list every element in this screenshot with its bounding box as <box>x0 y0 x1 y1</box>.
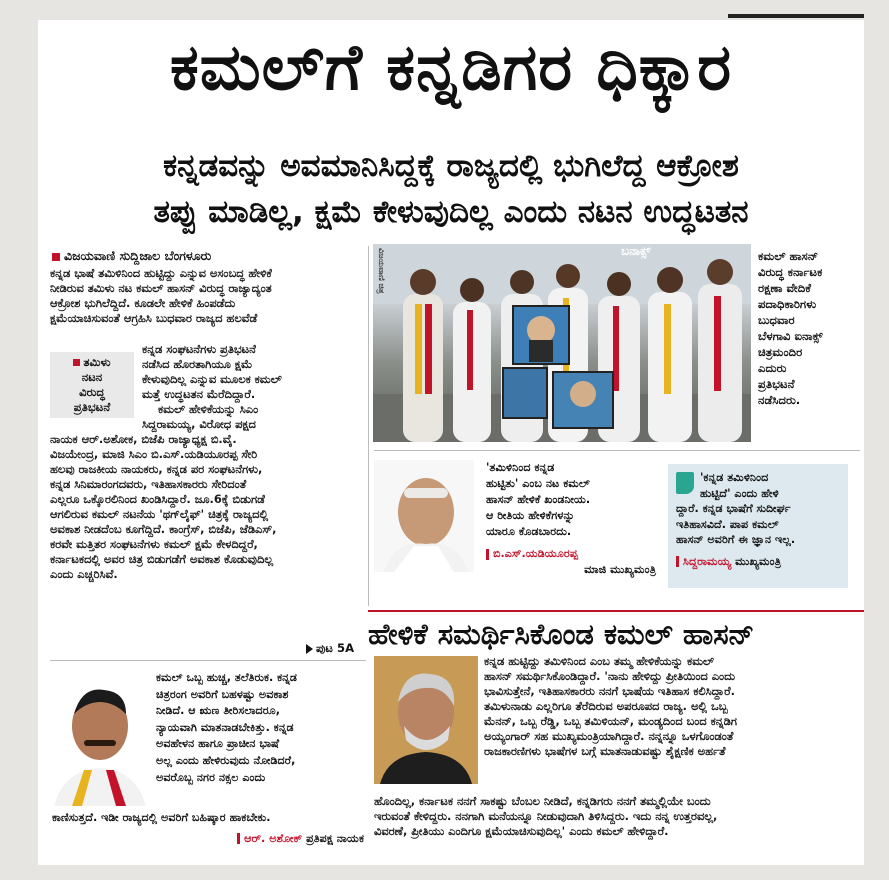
story-line: ನಾಯಕ ಆರ್.ಅಶೋಕ, ಬಿಜೆಪಿ ರಾಜ್ಯಾಧ್ಯಕ್ಷ ಬಿ.ವೈ. <box>50 432 237 446</box>
photo-caption: ಕಮಲ್ ಹಾಸನ್ ವಿರುದ್ಧ ಕರ್ನಾಟಕ ರಕ್ಷಣಾ ವೇದಿಕೆ ಪದಾಧಿಕಾರಿಗಳು ಬುಧವಾರ ಬೆಳಗಾವಿ ಐನಾಕ್ಸ್ ಚಿತ್ರಮಂದಿರ ಎದುರು ಪ್ರತಿಭಟನೆ ನಡೆಸಿದರು. <box>758 249 823 407</box>
quote-mark-icon <box>676 472 694 494</box>
story-line: ಎಲ್ಲರೂ ಒಕ್ಕೊರಲಿನಿಂದ ಖಂಡಿಸಿದ್ದಾರೆ. ಜೂ.6ಕ್ಕೆ ಬಿಡುಗಡೆ <box>50 492 265 506</box>
newspaper-page <box>38 20 864 865</box>
subheadline-2: ತಪ್ಪು ಮಾಡಿಲ್ಲ, ಕ್ಷಮೆ ಕೇಳುವುದಿಲ್ಲ ಎಂದು ನಟನ ಉದ್ಧಟತನ <box>153 194 749 230</box>
ashok-quote: ಕಮಲ್ ಒಬ್ಬ ಹುಚ್ಚ, ತಲೆತಿರುಕ. ಕನ್ನಡ ಚಿತ್ರರಂಗ ಅವರಿಗೆ ಬಹಳಷ್ಟು ಅವಕಾಶ ನೀಡಿದೆ. ಆ ಋಣ ತೀರಿಸಲಾದರೂ, ನ್ಯಾಯವಾಗಿ ಮಾತನಾಡಬೇಕಿತ್ತು. ಕನ್ನಡ ಅವಹೇಳನ ಹಾಗೂ ಪ್ರಾಚೀನ ಭಾಷೆ ಅಲ್ಲ ಎಂದು ಹೇಳಿರುವುದು ನೋಡಿದರೆ, ಅವರೊಬ್ಬ ನಗರ ನಕ್ಸಲ ಎಂದು <box>156 671 298 784</box>
kamal-portrait-icon <box>374 656 478 784</box>
byline <box>52 248 211 264</box>
tag-line: ನಟನ <box>81 370 103 384</box>
tag-marker-icon <box>73 359 80 366</box>
story-line: ಕನ್ನಡ ಸಂಘಟನೆಗಳು ಪ್ರತಿಭಟನೆ <box>142 342 256 356</box>
kamal-story-top: ಕನ್ನಡ ಹುಟ್ಟಿದ್ದು ತಮಿಳಿನಿಂದ ಎಂಬ ತಮ್ಮ ಹೇಳಿಕೆಯನ್ನು ಕಮಲ್ ಹಾಸನ್ ಸಮರ್ಥಿಸಿಕೊಂಡಿದ್ದಾರೆ. 'ನಾನು ಹೇಳಿದ್ದು ಪ್ರೀತಿಯಿಂದ ಎಂದು ಭಾವಿಸುತ್ತೇನೆ, ಇತಿಹಾಸಕಾರರು ನನಗೆ ಭಾಷೆಯ ಇತಿಹಾಸ ಕಲಿಸಿದ್ದಾರೆ. ತಮಿಳುನಾಡು ಎಲ್ಲರಿಗೂ ತೆರೆದಿರುವ ಅಪರೂಪದ ರಾಜ್ಯ. ಅಲ್ಲಿ ಒಬ್ಬ ಮೆನನ್, ಒಬ್ಬ ರೆಡ್ಡಿ, ಒಬ್ಬ ತಮಿಳಿಯನ್, ಮಂಡ್ಯದಿಂದ ಬಂದ ಕನ್ನಡಿಗ ಅಯ್ಯಂಗಾರ್ ಸಹ ಮುಖ್ಯಮಂತ್ರಿಯಾಗಿದ್ದಾರೆ. ನನ್ನನ್ನೂ ಒಳಗೊಂಡಂತೆ ರಾಜಕಾರಣಿಗಳು ಭಾಷೆಗಳ ಬಗ್ಗೆ ಮಾತನಾಡುವಷ್ಟು ಶೈಕ್ಷಣಿಕ ಅರ್ಹತೆ <box>484 654 737 758</box>
story-line: ಆಗಲಿರುವ ಕಮಲ್ ನಟನೆಯ 'ಥಗ್‌ಲೈಫ್' ಚಿತ್ರಕ್ಕೆ ರಾಜ್ಯದಲ್ಲಿ <box>50 507 269 521</box>
story-lead <box>50 266 366 326</box>
tag-line: ಪ್ರತಿಭಟನೆ <box>73 400 111 414</box>
headline: ಕಮಲ್‌ಗೆ ಕನ್ನಡಿಗರ ಧಿಕ್ಕಾರ <box>169 31 733 105</box>
ashok-portrait-icon <box>48 670 150 806</box>
tag-box <box>50 352 134 418</box>
story-line: ಆಕ್ರೋಶ ಭುಗಿಲೆದ್ದಿದೆ. ಕೂಡಲೇ ಹೇಳಿಕೆ ಹಿಂಪಡೆದು <box>50 296 236 310</box>
row-divider <box>374 450 860 451</box>
yediyurappa-quote: 'ತಮಿಳಿನಿಂದ ಕನ್ನಡ ಹುಟ್ಟಿತು' ಎಂಬ ನಟ ಕಮಲ್ ಹಾಸನ್ ಹೇಳಿಕೆ ಖಂಡನೀಯ. ಆ ರೀತಿಯ ಹೇಳಿಕೆಗಳನ್ನು ಯಾರೂ ಕೊಡಬಾರದು. ಬಿ.ಎಸ್.ಯಡಿಯೂರಪ್ಪ ಮಾಜಿ ಮುಖ್ಯಮಂತ್ರಿ <box>486 461 656 576</box>
story-line: ಸಿದ್ದರಾಮಯ್ಯ, ವಿರೋಧ ಪಕ್ಷದ <box>142 417 256 431</box>
top-edge-bar <box>728 14 864 18</box>
kamal-story-bottom: ಹೊಂದಿಲ್ಲ, ಕರ್ನಾಟಕ ನನಗೆ ಸಾಕಷ್ಟು ಬೆಂಬಲ ನೀಡಿದೆ, ಕನ್ನಡಿಗರು ನನಗೆ ತಮ್ಮಲ್ಲಿಯೇ ಬಂದು ಇರುವಂತೆ ಕೇಳಿದ್ದರು. ನನಗಾಗಿ ಮನೆಯನ್ನೂ ನೀಡುವುದಾಗಿ ತಿಳಿಸಿದ್ದರು. ಇದು ನನ್ನ ಉತ್ತರವಲ್ಲ, ವಿವರಣೆ, ಪ್ರೀತಿಯು ಎಂದಿಗೂ ಕ್ಷಮೆಯಾಚಿಸುವುದಿಲ್ಲ' ಎಂದು ಕಮಲ್ ಹೇಳಿದ್ದಾರೆ. <box>374 794 718 838</box>
tag-line: ತಮಿಳು <box>54 355 130 370</box>
protest-photo-illustration <box>373 244 751 442</box>
story-line: ನಡೆಸಿದ ಹೊರತಾಗಿಯೂ ಕ್ಷಮೆ <box>142 357 253 371</box>
attribution-bar-icon <box>237 833 240 844</box>
attribution-bar-icon <box>486 549 489 560</box>
siddaramaiah-quote-box: 'ಕನ್ನಡ ತಮಿಳಿನಿಂದ ಹುಟ್ಟಿದೆ' ಎಂದು ಹೇಳಿ ದ್ದಾರೆ. ಕನ್ನಡ ಭಾಷೆಗೆ ಸುದೀರ್ಘ ಇತಿಹಾಸವಿದೆ. ಪಾಪ ಕಮಲ್ ಹಾಸನ್ ಅವರಿಗೆ ಈ ಜ್ಞಾನ ಇಲ್ಲ. ಸಿದ್ದರಾಮಯ್ಯ ಮುಖ್ಯಮಂತ್ರಿ <box>668 464 848 588</box>
arrow-right-icon <box>306 644 313 654</box>
story-line: ಕಮಲ್ ಹೇಳಿಕೆಯನ್ನು ಸಿಎಂ <box>158 402 259 416</box>
byline-marker-icon <box>52 253 60 261</box>
tag-line: ವಿರುದ್ಧ <box>79 385 105 399</box>
column-divider <box>368 246 369 606</box>
story-line: ಎಂದು ಎಚ್ಚರಿಸಿವೆ. <box>50 567 118 581</box>
ashok-attribution: ಆರ್. ಅಶೋಕ್ ಪ್ರತಿಪಕ್ಷ ನಾಯಕ <box>52 831 364 848</box>
photo-watermark: ಬನಾಕ್ಸ್ <box>621 244 651 258</box>
protest-photo <box>373 244 751 442</box>
story-line: ನೀಡಿರುವ ತಮಿಳು ನಟ ಕಮಲ್ ಹಾಸನ್ ವಿರುದ್ಧ ರಾಜ್ಯಾದ್ಯಂತ <box>50 281 272 295</box>
yediyurappa-portrait-icon <box>374 460 474 572</box>
photo-credit: ವಿಜಯವಾಣಿ ಚಿತ್ರ <box>377 248 386 294</box>
subheadline-1: ಕನ್ನಡವನ್ನು ಅವಮಾನಿಸಿದ್ದಕ್ಕೆ ರಾಜ್ಯದಲ್ಲಿ ಭುಗಿಲೆದ್ದ ಆಕ್ರೋಶ <box>163 148 739 184</box>
kamal-section-heading: ಹೇಳಿಕೆ ಸಮರ್ಥಿಸಿಕೊಂಡ ಕಮಲ್ ಹಾಸನ್ <box>368 617 755 651</box>
yediyurappa-attribution: ಬಿ.ಎಸ್.ಯಡಿಯೂರಪ್ಪ <box>486 546 656 562</box>
siddaramaiah-attribution: ಸಿದ್ದರಾಮಯ್ಯ ಮುಖ್ಯಮಂತ್ರಿ <box>676 554 840 570</box>
story-line: ಕ್ಷಮೆಯಾಚಿಸುವಂತೆ ಆಗ್ರಹಿಸಿ ಬುಧವಾರ ರಾಜ್ಯದ ಹಲವೆಡೆ <box>50 311 258 325</box>
ashok-quote-end: ಕಾಣಿಸುತ್ತದೆ. ಇಡೀ ರಾಜ್ಯದಲ್ಲಿ ಅವರಿಗೆ ಬಹಿಷ್ಕಾರ ಹಾಕಬೇಕು. ಆರ್. ಅಶೋಕ್ ಪ್ರತಿಪಕ್ಷ ನಾಯಕ <box>52 810 364 847</box>
story-body <box>50 432 366 582</box>
ashok-photo <box>48 670 150 806</box>
attribution-bar-icon <box>676 556 679 567</box>
section-divider <box>368 610 864 612</box>
story-line: ಅವಕಾಶ ನೀಡದೆಂಬ ಕೂಗೆದ್ದಿದೆ. ಕಾಂಗ್ರೆಸ್, ಬಿಜೆಪಿ, ಜೆಡಿಎಸ್, <box>50 522 277 536</box>
yediyurappa-title: ಮಾಜಿ ಮುಖ್ಯಮಂತ್ರಿ <box>584 563 656 576</box>
story-line: ಕೇಳುವುದಿಲ್ಲ ಎನ್ನುವ ಮೂಲಕ ಕಮಲ್ <box>142 372 282 386</box>
yediyurappa-photo <box>374 460 474 572</box>
story-line: ಕನ್ನಡ ಸಿನಿಮಾರಂಗದವರು, ಇತಿಹಾಸಕಾರರು ಸೇರಿದಂತೆ <box>50 477 247 491</box>
story-line: ಹಲವು ರಾಜಕೀಯ ನಾಯಕರು, ಕನ್ನಡ ಪರ ಸಂಘಟನೆಗಳು, <box>50 462 263 476</box>
byline-text: ವಿಜಯವಾಣಿ ಸುದ್ದಿಜಾಲ ಬೆಂಗಳೂರು <box>64 248 212 263</box>
story-line: ಕರವೇ ಮತ್ತಿತರ ಸಂಘಟನೆಗಳು ಕಮಲ್ ಕ್ಷಮೆ ಕೇಳದಿದ್ದರೆ, <box>50 537 258 551</box>
story-wrap <box>142 342 366 432</box>
story-line: ಮತ್ತೆ ಉದ್ಧಟತನ ಮೆರೆದಿದ್ದಾರೆ. <box>142 387 256 401</box>
story-line: ಕರ್ನಾಟಕದಲ್ಲಿ ಅವರ ಚಿತ್ರ ಬಿಡುಗಡೆಗೆ ಅವಕಾಶ ಕೊಡುವುದಿಲ್ಲ <box>50 552 274 566</box>
continued-on[interactable]: ಪುಟ 5A <box>306 641 354 656</box>
kamal-photo <box>374 656 478 784</box>
row-divider <box>50 660 366 661</box>
story-line: ಕನ್ನಡ ಭಾಷೆ ತಮಿಳಿನಿಂದ ಹುಟ್ಟಿದ್ದು ಎನ್ನುವ ಅಸಂಬದ್ಧ ಹೇಳಿಕೆ <box>50 266 272 280</box>
story-line: ವಿಜಯೇಂದ್ರ, ಮಾಜಿ ಸಿಎಂ ಬಿ.ಎಸ್.ಯಡಿಯೂರಪ್ಪ ಸೇರಿ <box>50 447 258 461</box>
